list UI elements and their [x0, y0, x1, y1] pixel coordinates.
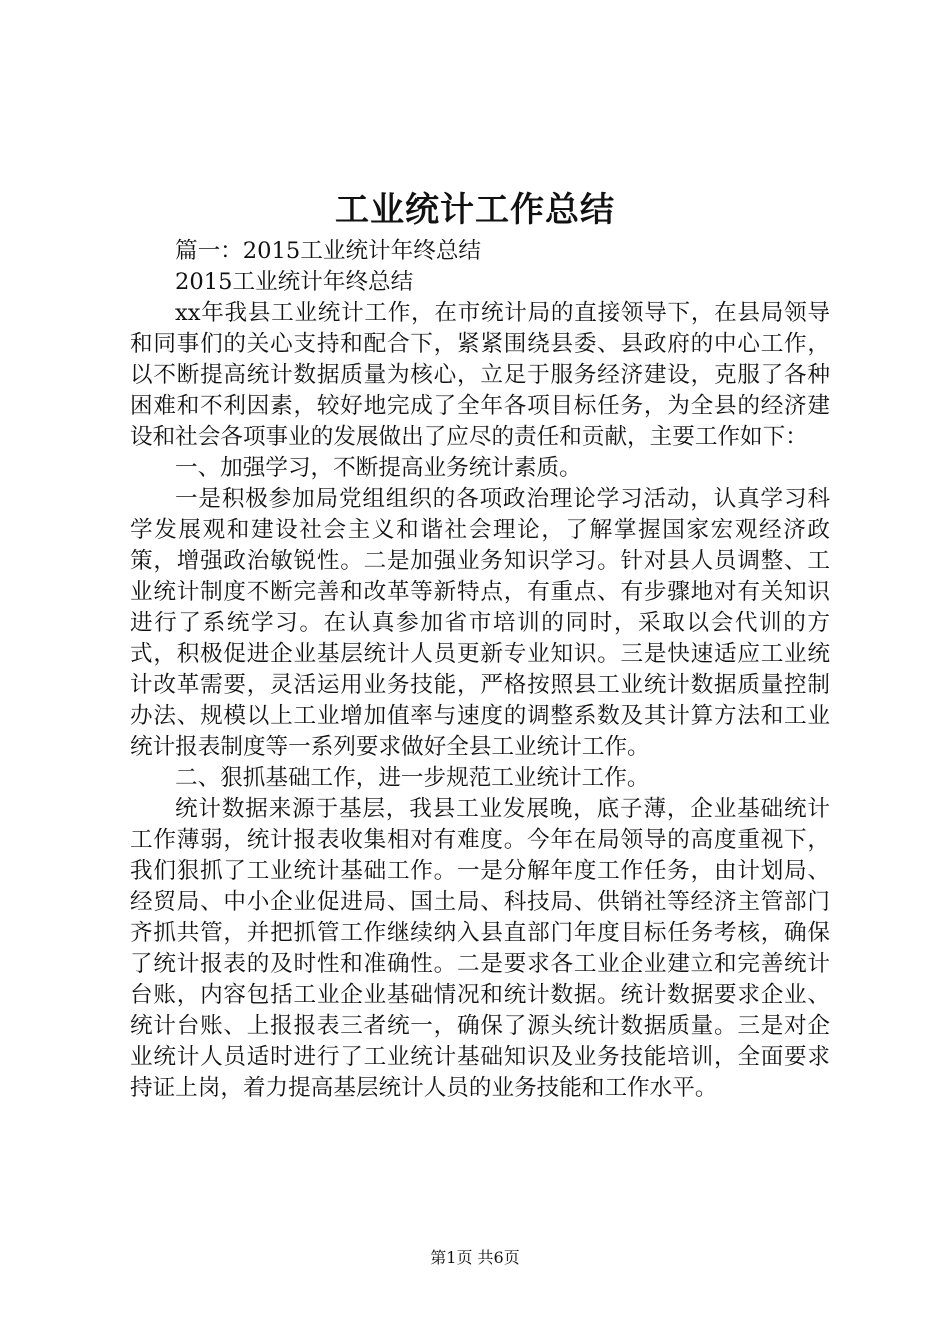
page-number: 第1页 共6页 — [430, 1248, 520, 1267]
document-title: 工业统计工作总结 — [335, 190, 615, 230]
paragraph-heading-1: 一、加强学习，不断提高业务统计素质。 — [175, 455, 582, 481]
document-body — [130, 236, 830, 1104]
section-subtitle: 2015工业统计年终总结 — [175, 269, 414, 295]
paragraph-foundation: 统计数据来源于基层，我县工业发展晚，底子薄，企业基础统计工作薄弱，统计报表收集相对有难度。今年在局领导的高度重视下，我们狠抓了工业统计基础工作。一是分解年度工作任务，由计划局、经贸局、中小企业促进局、国土局、科技局、供销社等经济主管部门齐抓共管，并把抓管工作继续纳入县直部门年度目标任务考核，确保了统计报表的及时性和准确性。二是要求各工业企业建立和完善统计台账，内容包括工业企业基础情况和统计数据。统计数据要求企业、统计台账、上报报表三者统一，确保了源头统计数据质量。三是对企业统计人员适时进行了工业统计基础知识及业务技能培训，全面要求持证上岗，着力提高基层统计人员的业务技能和工作水平。 — [130, 796, 830, 1101]
paragraph-intro: xx年我县工业统计工作，在市统计局的直接领导下，在县局领导和同事们的关心支持和配合下，紧紧围绕县委、县政府的中心工作，以不断提高统计数据质量为核心，立足于服务经济建设，克服了各种困难和不利因素，较好地完成了全年各项目标任务，为全县的经济建设和社会各项事业的发展做出了应尽的责任和贡献，主要工作如下： — [130, 300, 830, 450]
paragraph-heading-2: 二、狠抓基础工作，进一步规范工业统计工作。 — [175, 765, 650, 791]
section-heading: 篇一：2015工业统计年终总结 — [175, 238, 482, 264]
paragraph-study: 一是积极参加局党组组织的各项政治理论学习活动，认真学习科学发展观和建设社会主义和谐社会理论，了解掌握国家宏观经济政策，增强政治敏锐性。二是加强业务知识学习。针对县人员调整、工业统计制度不断完善和改革等新特点，有重点、有步骤地对有关知识进行了系统学习。在认真参加省市培训的同时，采取以会代训的方式，积极促进企业基层统计人员更新专业知识。三是快速适应工业统计改革需要，灵活运用业务技能，严格按照县工业统计数据质量控制办法、规模以上工业增加值率与速度的调整系数及其计算方法和工业统计报表制度等一系列要求做好全县工业统计工作。 — [130, 486, 830, 760]
